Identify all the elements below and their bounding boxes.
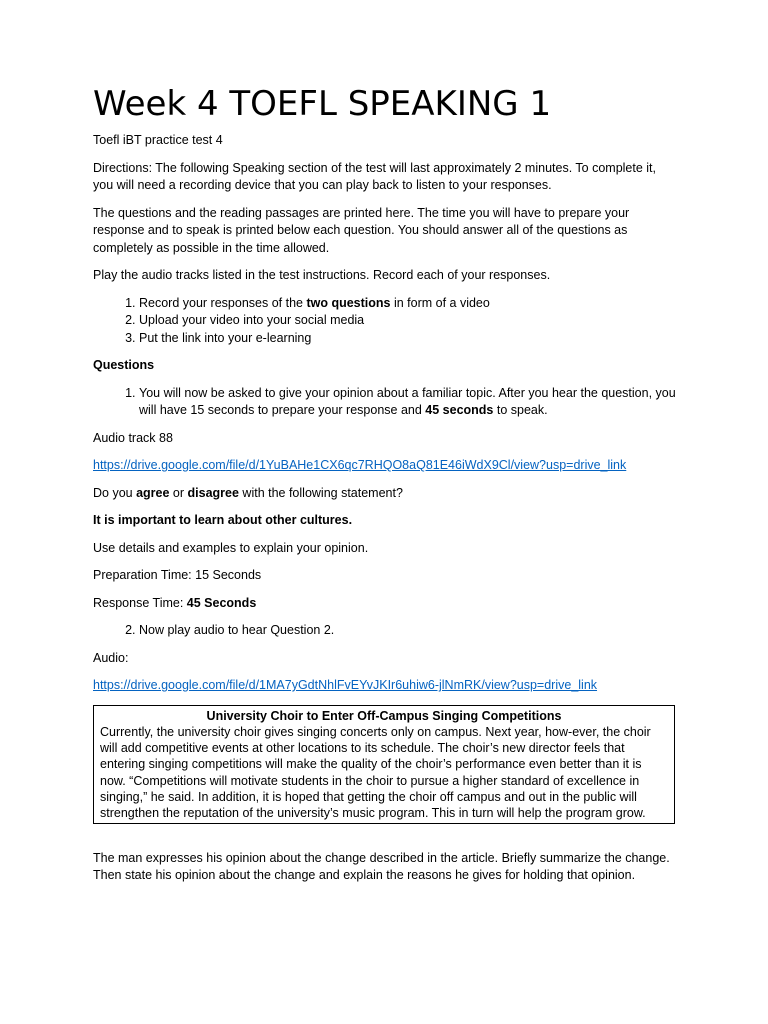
audio-link-2[interactable]: https://drive.google.com/file/d/1MA7yGdtNhlFvEYvJKIr6uhiw6-jlNmRK/view?usp=drive_link [93,678,598,692]
document-page [93,84,678,895]
article-heading: University Choir to Enter Off-Campus Singing Competitions [206,708,562,723]
response-time: Response Time: 45 Seconds [93,595,257,610]
audio-track-label: Audio track 88 [93,430,173,445]
play-audio-instruction: Play the audio tracks listed in the test instructions. Record each of your responses. [93,268,551,282]
audio-link-2-paragraph [93,677,678,695]
question-2: 2. Now play audio to hear Question 2. [139,622,678,640]
statement: It is important to learn about other cultures. [93,513,353,527]
questions-heading: Questions [93,358,155,372]
directions-paragraph: Directions: The following Speaking section of the test will last approximately 2 minutes. To complete it, you will need a recording device that you can play back to listen to your responses. [93,160,657,192]
question-1-list [93,385,678,420]
article-box [93,705,675,824]
step-record: 1. Record your responses of the two questions in form of a video [139,295,678,313]
step-upload: 2. Upload your video into your social media [139,312,678,330]
intro-paragraph: The questions and the reading passages are printed here. The time you will have to prepare your response and to speak is printed below each question. You should answer all of the questions as completely as possible in the time allowed. [93,205,630,255]
closing-paragraph: The man expresses his opinion about the change described in the article. Briefly summarize the change. Then state his opinion about the change and explain the reasons he gives for holding that opinion. [93,850,670,883]
question-1: 1. You will now be asked to give your opinion about a familiar topic. After you hear the question, you will have 15 seconds to prepare your response and 45 seconds to speak. [139,385,678,420]
steps-list [93,295,678,348]
audio-link-1-paragraph [93,457,678,475]
audio-label: Audio: [93,650,129,665]
use-details-instruction: Use details and examples to explain your opinion. [93,540,369,555]
audio-link-1[interactable]: https://drive.google.com/file/d/1YuBAHe1CX6qc7RHQO8aQ81E46iWdX9Cl/view?usp=drive_link [93,458,627,472]
agree-question: Do you agree or disagree with the following statement? [93,485,403,500]
step-put-link: 3. Put the link into your e-learning [139,330,678,348]
question-2-list [93,622,678,640]
preparation-time: Preparation Time: 15 Seconds [93,568,262,582]
article-body: Currently, the university choir gives singing concerts only on campus. Next year, how-ever, the choir will add competitive events at other locations to its schedule. The choir’s new director feels that entering singing competitions will make the quality of the choir’s performance even better than it is now. “Competitions will motivate students in the choir to pursue a higher standard of excellence in singing,” he said. In addition, it is hoped that getting the choir off campus and out in the public will strengthen the reputation of the university’s music program. This in turn will help the program grow. [100,724,651,821]
subtitle: Toefl iBT practice test 4 [93,133,223,147]
document-title: Week 4 TOEFL SPEAKING 1 [93,84,552,124]
